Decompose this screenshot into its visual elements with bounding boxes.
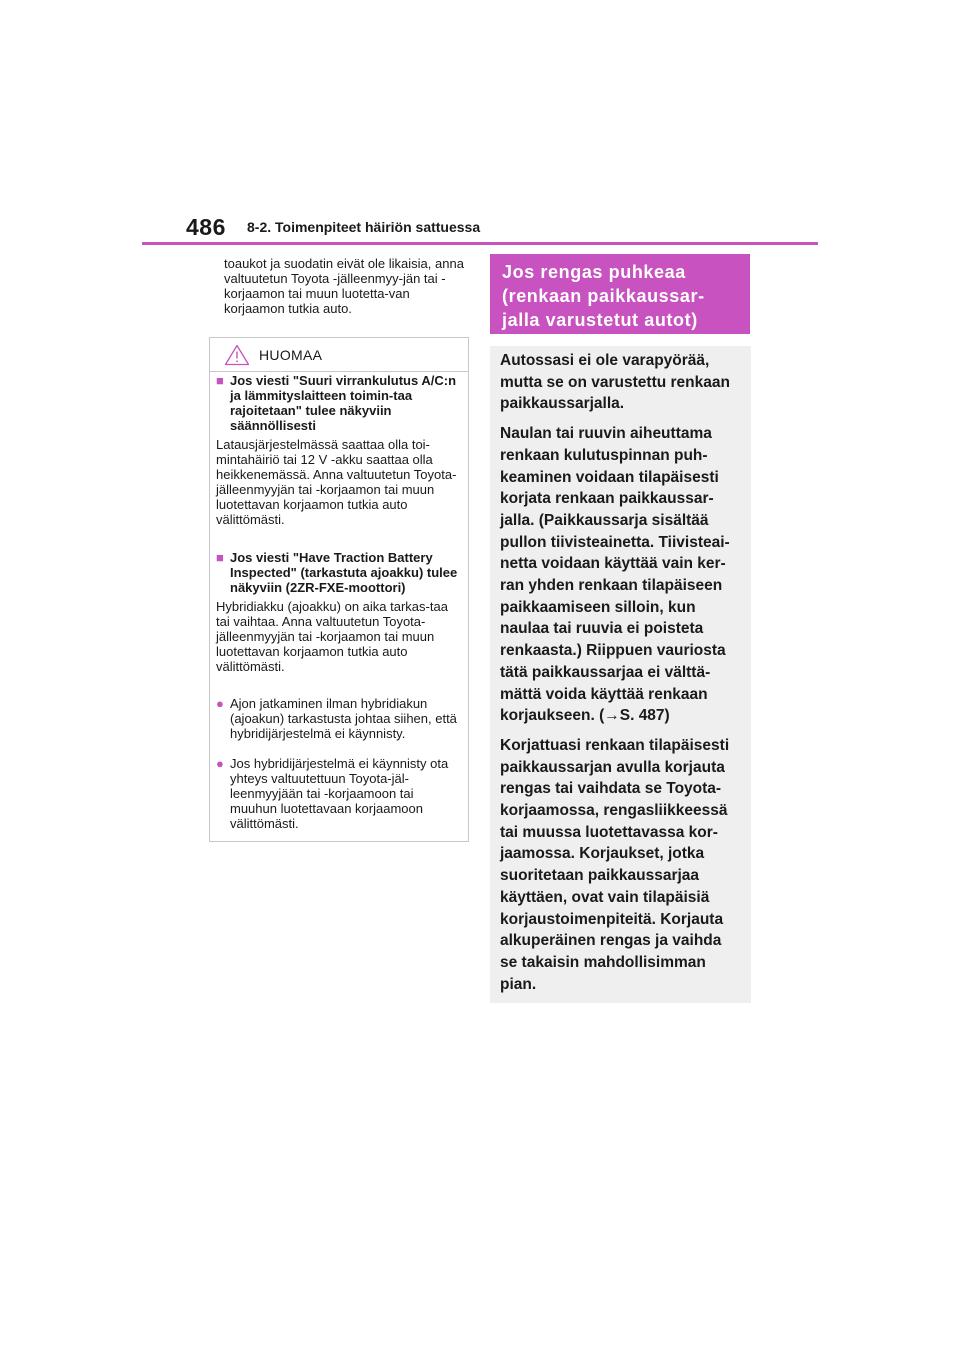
tire-paragraph: Korjattuasi renkaan tilapäisesti paikkaussarjan avulla korjauta rengas tai vaihdata se Toyota-korjaamossa, rengasliikkeessä tai muussa luotettavassa kor-jaamossa. Korjaukset, jotka suoritetaan paikkaussarjaa käyttäen, ovat vain tilapäisiä korjaustoimenpiteitä. Korjauta alkuperäinen rengas ja vaihda se takaisin mahdollisimman pian. [500,736,730,993]
notice-bullet-item [216,756,462,831]
tire-paragraph: Naulan tai ruuvin aiheuttama renkaan kulutuspinnan puh-keaminen voidaan tilapäisesti korjata renkaan paikkaussar-jalla. (Paikkaussarja sisältää pullon tiivisteainetta. Tiivisteai-netta voidaan käyttää vain ker-ran yhden renkaan tilapäiseen paikkaamiseen silloin, kun naulaa tai ruuvia ei poisteta renkaasta.) Riippuen vauriosta tätä paikkaussarjaa ei välttä-mättä voida käyttää renkaan korjaukseen. (→S. 487) [500,425,730,725]
square-bullet-icon: ■ [216,550,224,565]
warning-triangle-icon [224,344,250,366]
notice-item-body: Latausjärjestelmässä saattaa olla toi-mintahäiriö tai 12 V -akku saattaa olla heikkenemässä. Anna valtuutetun Toyota-jälleenmyyjän tai -korjaamon tai muun luotettavan korjaamon tutkia auto välittömästi. [216,437,457,527]
section-title: 8-2. Toimenpiteet häiriön sattuessa [247,219,481,235]
notice-item-body: Hybridiakku (ajoakku) on aika tarkas-taa tai vaihtaa. Anna valtuutetun Toyota-jälleenmyyjän tai -korjaamon tai muun luotettavan korjaamon tutkia auto välittömästi. [216,599,448,674]
notice-item-current-draw [216,373,462,527]
tire-heading-text: Jos rengas puhkeaa (renkaan paikkaussar-jalla varustetut autot) [502,262,705,330]
tire-section-heading [490,254,750,334]
square-bullet-icon: ■ [216,373,224,388]
notice-title: HUOMAA [259,347,323,363]
notice-bullet-text: Ajon jatkaminen ilman hybridiakun (ajoakun) tarkastusta johtaa siihen, että hybridijärjestelmä ei käynnisty. [230,696,457,741]
notice-header [210,338,468,372]
header-divider [142,242,818,245]
notice-item-heading: Jos viesti "Suuri virrankulutus A/C:n ja lämmityslaitteen toimin-taa rajoitetaan" tulee näkyviin säännöllisesti [230,373,457,433]
notice-item-heading: Jos viesti "Have Traction Battery Inspected" (tarkastuta ajoakku) tulee näkyviin (2ZR-FXE-moottori) [230,550,458,595]
notice-bullet-item [216,696,462,741]
tire-info-panel [490,346,751,1003]
dot-bullet-icon: ● [216,756,224,771]
page-number: 486 [186,214,226,240]
notice-bullet-text: Jos hybridijärjestelmä ei käynnisty ota yhteys valtuutettuun Toyota-jäl-leenmyyjään tai -korjaamoon tai muuhun luotettavaan korjaamoon välittömästi. [230,756,449,831]
notice-box [209,337,469,842]
tire-paragraph: Autossasi ei ole varapyörää, mutta se on varustettu renkaan paikkaussarjalla. [500,352,730,413]
notice-item-traction-battery [216,550,462,674]
intro-paragraph: toaukot ja suodatin eivät ole likaisia, anna valtuutetun Toyota -jälleenmyy-jän tai -korjaamon tai muun luotetta-van korjaamon tutkia auto. [224,256,464,316]
dot-bullet-icon: ● [216,696,224,711]
